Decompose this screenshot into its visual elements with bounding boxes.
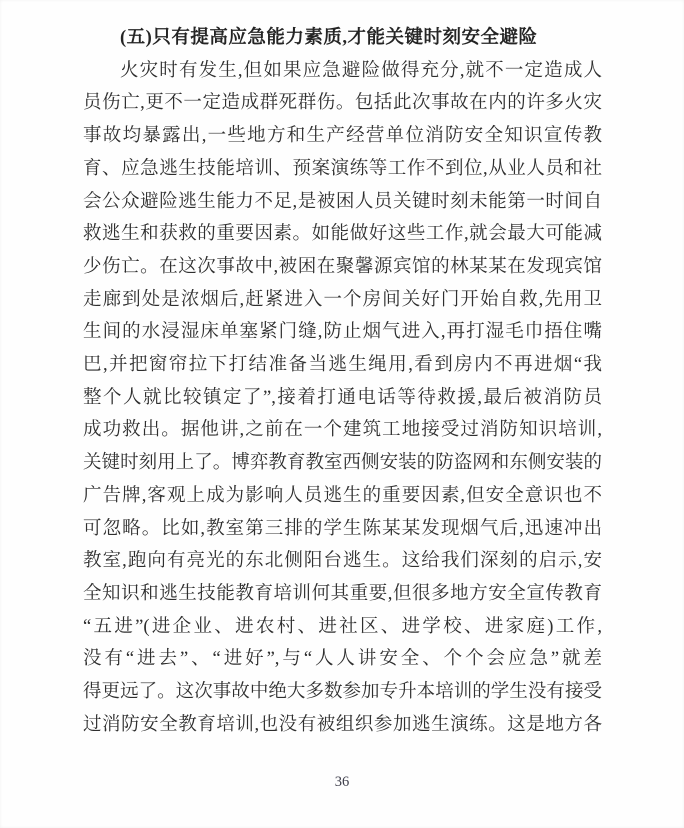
page-number: 36 bbox=[334, 774, 350, 790]
body-paragraph bbox=[83, 55, 602, 742]
text-line: 生间的水浸湿床单塞紧门缝,防止烟气进入,再打湿毛巾捂住嘴 bbox=[83, 322, 602, 343]
text-line: 救逃生和获救的重要因素。如能做好这些工作,就会最大可能减 bbox=[83, 224, 602, 245]
text-line: 员伤亡,更不一定造成群死群伤。包括此次事故在内的许多火灾 bbox=[83, 93, 602, 114]
section-heading: (五)只有提高应急能力素质,才能关键时刻安全避险 bbox=[120, 28, 538, 48]
text-line: 过消防安全教育培训,也没有被组织参加逃生演练。这是地方各 bbox=[83, 714, 602, 735]
text-line: 育、应急逃生技能培训、预案演练等工作不到位,从业人员和社 bbox=[83, 158, 602, 179]
text-line: 会公众避险逃生能力不足,是被困人员关键时刻未能第一时间自 bbox=[83, 191, 602, 212]
text-line: 事故均暴露出,一些地方和生产经营单位消防安全知识宣传教 bbox=[83, 126, 602, 147]
text-line: 关键时刻用上了。博弈教育教室西侧安装的防盗网和东侧安装的 bbox=[83, 453, 602, 474]
text-line: 火灾时有发生,但如果应急避险做得充分,就不一定造成人 bbox=[120, 60, 602, 81]
text-line: 走廊到处是浓烟后,赶紧进入一个房间关好门开始自救,先用卫 bbox=[83, 289, 602, 310]
text-line: 巴,并把窗帘拉下打结准备当逃生绳用,看到房内不再进烟“我 bbox=[83, 355, 602, 376]
text-line: 教室,跑向有亮光的东北侧阳台逃生。这给我们深刻的启示,安 bbox=[83, 551, 602, 572]
text-line: 整个人就比较镇定了”,接着打通电话等待救援,最后被消防员 bbox=[83, 387, 602, 408]
text-line: 没有“进去”、“进好”,与“人人讲安全、个个会应急”就差 bbox=[83, 649, 602, 670]
page-content bbox=[83, 22, 602, 741]
text-line: 广告牌,客观上成为影响人员逃生的重要因素,但安全意识也不 bbox=[83, 485, 602, 506]
text-line: “五进”(进企业、进农村、进社区、进学校、进家庭)工作, bbox=[83, 616, 602, 637]
text-line: 成功救出。据他讲,之前在一个建筑工地接受过消防知识培训, bbox=[83, 420, 602, 441]
text-line: 少伤亡。在这次事故中,被困在聚馨源宾馆的林某某在发现宾馆 bbox=[83, 256, 602, 277]
text-line: 全知识和逃生技能教育培训何其重要,但很多地方安全宣传教育 bbox=[83, 583, 602, 604]
text-line: 得更远了。这次事故中绝大多数参加专升本培训的学生没有接受 bbox=[83, 682, 602, 703]
text-line: 可忽略。比如,教室第三排的学生陈某某发现烟气后,迅速冲出 bbox=[83, 518, 602, 539]
